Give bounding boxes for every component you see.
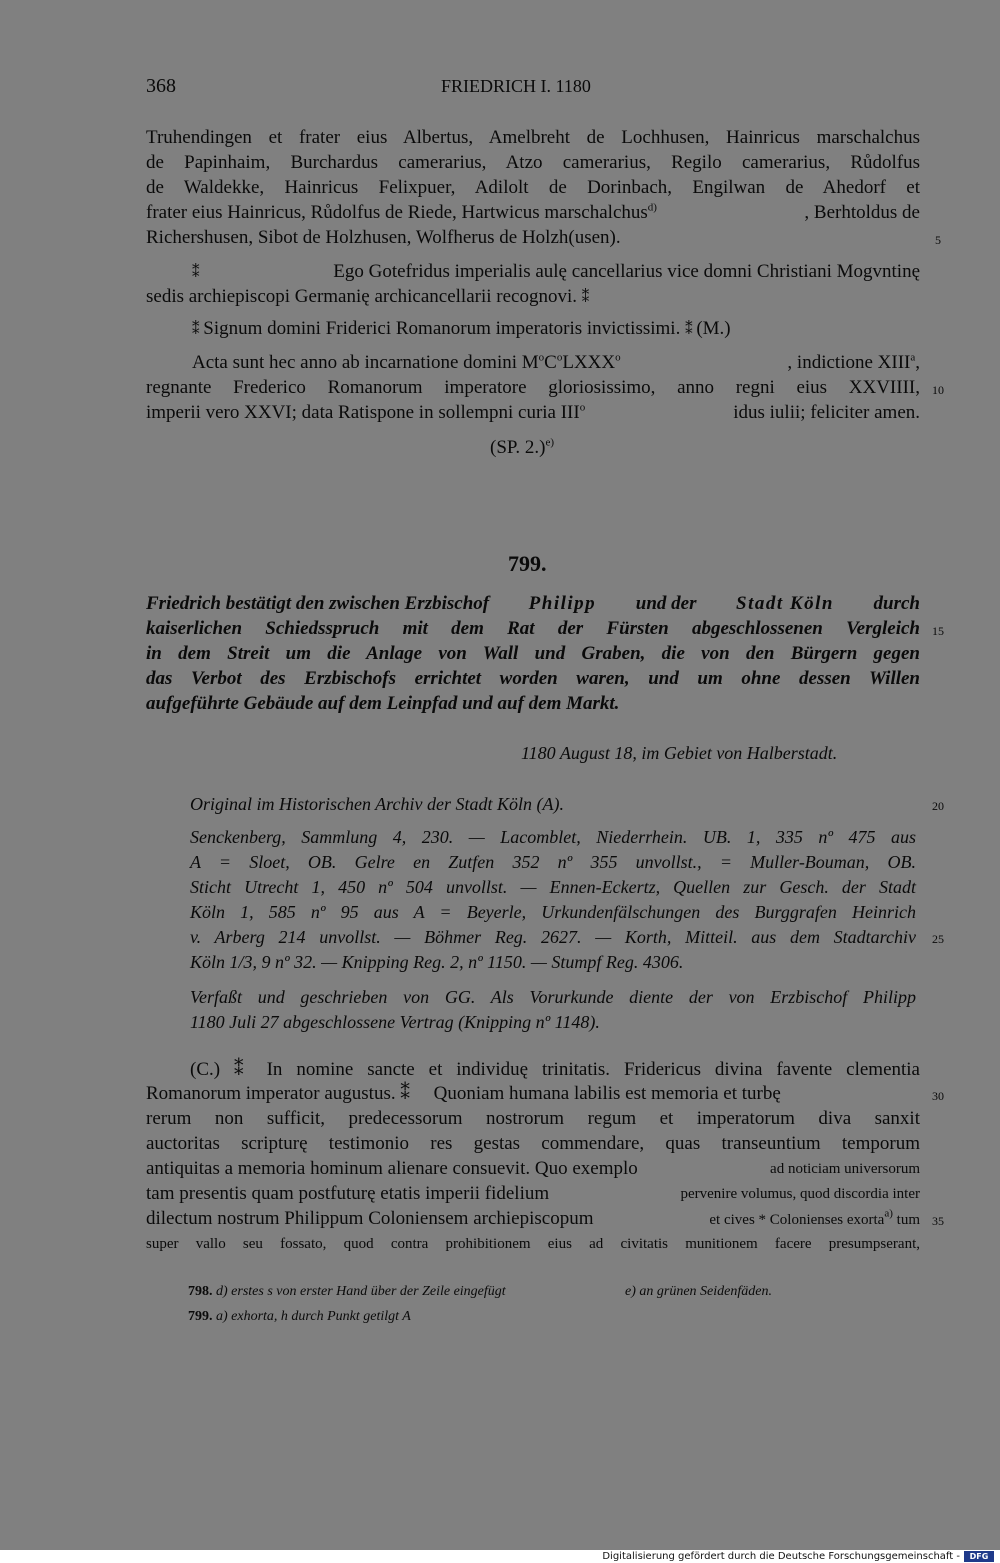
summary-line: in dem Streit um die Anlage von Wall und Graben, die von den Bürgern gegen xyxy=(146,643,920,664)
acta-line xyxy=(192,351,920,375)
text-line xyxy=(146,1082,920,1106)
text-segment: imperii vero XXVI; data Ratispone in sollempni curia III xyxy=(146,402,580,423)
footnote-mark: e) xyxy=(545,436,554,449)
text-segment: Romanorum imperator augustus. ⁑ Quoniam humana labilis est memoria et turbę xyxy=(146,1083,781,1104)
text-segment: , xyxy=(915,352,920,373)
line-number: 5 xyxy=(935,233,941,247)
footnote xyxy=(188,1282,506,1302)
text-segment: frater eius Hainricus, Růdolfus de Riede, Hartwicus marschalchus xyxy=(146,202,648,223)
footnote-mark: a xyxy=(910,351,916,364)
chrismon-icon: ⁑ xyxy=(192,265,199,281)
page-number: 368 xyxy=(146,75,176,97)
text-line: Truhendingen et frater eius Albertus, Amelbreht de Lochhusen, Hainricus marschalchus xyxy=(146,127,920,148)
text-segment: idus iulii; feliciter amen. xyxy=(733,402,920,423)
document-number: 799. xyxy=(508,551,547,576)
running-title: FRIEDRICH I. 1180 xyxy=(441,76,591,96)
text-segment: Philipp xyxy=(528,593,597,614)
text-segment: ad noticiam universorum xyxy=(770,1161,920,1177)
text-segment: Signum domini Friderici Romanorum imperatoris invictissimi. xyxy=(203,318,681,339)
summary-line: das Verbot des Erzbischofs errichtet worden waren, und um ohne dessen Willen xyxy=(146,668,920,689)
text-line: auctoritas scripturę testimonio res gestas commendare, quas transeuntium temporum xyxy=(146,1133,920,1154)
text-segment: Friedrich bestätigt den zwischen Erzbischof xyxy=(146,593,490,614)
text-segment: (SP. 2.) xyxy=(490,437,546,458)
text-segment: antiquitas a memoria hominum alienare consuevit. Quo exemplo xyxy=(146,1158,638,1179)
text-line xyxy=(146,1207,920,1232)
line-number: 15 xyxy=(932,624,944,638)
edition-line: Sticht Utrecht 1, 450 nº 504 unvollst. — Ennen-Eckertz, Quellen zur Gesch. der Stadt xyxy=(190,877,916,897)
seal-note xyxy=(490,436,554,460)
footnote-text: d) erstes s von erster Hand über der Zeile eingefügt xyxy=(216,1284,506,1299)
chrismon-icon: ⁑ xyxy=(685,322,692,338)
footer-bar xyxy=(0,1550,1000,1563)
line-number: 35 xyxy=(932,1214,944,1228)
text-segment: Stadt Köln xyxy=(736,593,834,614)
text-segment: Ego Gotefridus imperialis aulę cancellarius vice domni Christiani Mogvntinę xyxy=(333,261,920,282)
dfg-logo: DFG xyxy=(964,1551,994,1562)
text-segment: dilectum nostrum Philippum Coloniensem archiepiscopum xyxy=(146,1208,594,1229)
text-segment: und der xyxy=(635,593,697,614)
authorship-line: 1180 Juli 27 abgeschlossene Vertrag (Knipping nº 1148). xyxy=(190,1012,600,1032)
recognition-line xyxy=(146,285,588,310)
text-segment: LXXX xyxy=(562,352,616,373)
footnote xyxy=(188,1307,411,1327)
line-number: 30 xyxy=(932,1089,944,1103)
chrismon-icon: ⁑ xyxy=(192,322,199,338)
edition-line: A = Sloet, OB. Gelre en Zutfen 352 nº 355 unvollst., = Muller-Bouman, OB. xyxy=(190,852,916,872)
superscript: o xyxy=(579,401,586,414)
text-segment: C xyxy=(544,352,557,373)
text-line: (C.) ⁑ In nomine sancte et individuę trinitatis. Fridericus divina favente clementia xyxy=(190,1059,920,1080)
summary-line: aufgeführte Gebäude auf dem Leinpfad und auf dem Markt. xyxy=(146,693,620,714)
footnote-text: a) exhorta, h durch Punkt getilgt A xyxy=(216,1309,411,1324)
superscript: o xyxy=(538,351,545,364)
acta-line: regnante Frederico Romanorum imperatore gloriosissimo, anno regni eius XXVIIII, xyxy=(146,377,920,398)
summary-line: kaiserlichen Schiedsspruch mit dem Rat der Fürsten abgeschlossenen Vergleich xyxy=(146,618,920,639)
text-segment: Acta sunt hec anno ab incarnatione domini M xyxy=(192,352,539,373)
text-segment: tam presentis quam postfuturę etatis imperii fidelium xyxy=(146,1183,550,1204)
line-number: 25 xyxy=(932,932,944,946)
text-line: super vallo seu fossato, quod contra prohibitionem eius ad civitatis munitionem facere presumpserant, xyxy=(146,1236,920,1252)
text-line xyxy=(146,1157,920,1181)
text-segment: (M.) xyxy=(696,318,731,339)
text-line: rerum non sufficit, predecessorum nostrorum regum et imperatorum diva sanxit xyxy=(146,1108,920,1129)
text-segment: pervenire volumus, quod discordia inter xyxy=(680,1186,920,1202)
edition-line: v. Arberg 214 unvollst. — Böhmer Reg. 2627. — Korth, Mitteil. aus dem Stadtarchiv xyxy=(190,927,916,947)
footnote-mark: a) xyxy=(884,1207,893,1220)
signum-line xyxy=(192,317,731,342)
text-segment: tum xyxy=(892,1212,920,1228)
footnote-mark: d) xyxy=(647,201,657,214)
footnote-text: e) an grünen Seidenfäden. xyxy=(625,1284,772,1299)
footnote-number: 799. xyxy=(188,1309,213,1324)
chrismon-icon: ⁑ xyxy=(581,290,589,306)
text-segment: , Berhtoldus de xyxy=(804,202,920,223)
text-segment: , indictione XIII xyxy=(787,352,911,373)
recognition-line xyxy=(192,260,920,285)
date-place: 1180 August 18, im Gebiet von Halberstadt. xyxy=(521,743,838,763)
superscript: o xyxy=(556,351,563,364)
text-line: Richershusen, Sibot de Holzhusen, Wolfherus de Holzh(usen). xyxy=(146,227,621,248)
superscript: o xyxy=(615,351,621,364)
edition-line: Senckenberg, Sammlung 4, 230. — Lacomblet, Niederrhein. UB. 1, 335 nº 475 aus xyxy=(190,827,916,847)
text-line xyxy=(146,1182,920,1206)
original-note: Original im Historischen Archiv der Stadt Köln (A). xyxy=(190,794,564,814)
footer-text: Digitalisierung gefördert durch die Deutsche Forschungsgemeinschaft - xyxy=(602,1551,960,1562)
text-line: de Papinhaim, Burchardus camerarius, Atzo camerarius, Regilo camerarius, Růdolfus xyxy=(146,152,920,173)
line-number: 10 xyxy=(932,383,944,397)
text-line: de Waldekke, Hainricus Felixpuer, Adilolt de Dorinbach, Engilwan de Ahedorf et xyxy=(146,177,920,198)
summary-line xyxy=(146,592,920,616)
line-number: 20 xyxy=(932,799,944,813)
acta-line xyxy=(146,401,920,425)
text-segment: et cives * Colonienses exorta xyxy=(709,1212,885,1228)
footnote-number: 798. xyxy=(188,1284,213,1299)
text-line xyxy=(146,201,920,225)
edition-line: Köln 1, 585 nº 95 aus A = Beyerle, Urkundenfälschungen des Burggrafen Heinrich xyxy=(190,902,916,922)
authorship-line: Verfaßt und geschrieben von GG. Als Vorurkunde diente der von Erzbischof Philipp xyxy=(190,987,916,1007)
text-segment: durch xyxy=(873,593,920,614)
edition-line: Köln 1/3, 9 nº 32. — Knipping Reg. 2, nº 1150. — Stumpf Reg. 4306. xyxy=(190,952,684,972)
text-segment: sedis archiepiscopi Germanię archicancellarii recognovi. xyxy=(146,286,577,307)
